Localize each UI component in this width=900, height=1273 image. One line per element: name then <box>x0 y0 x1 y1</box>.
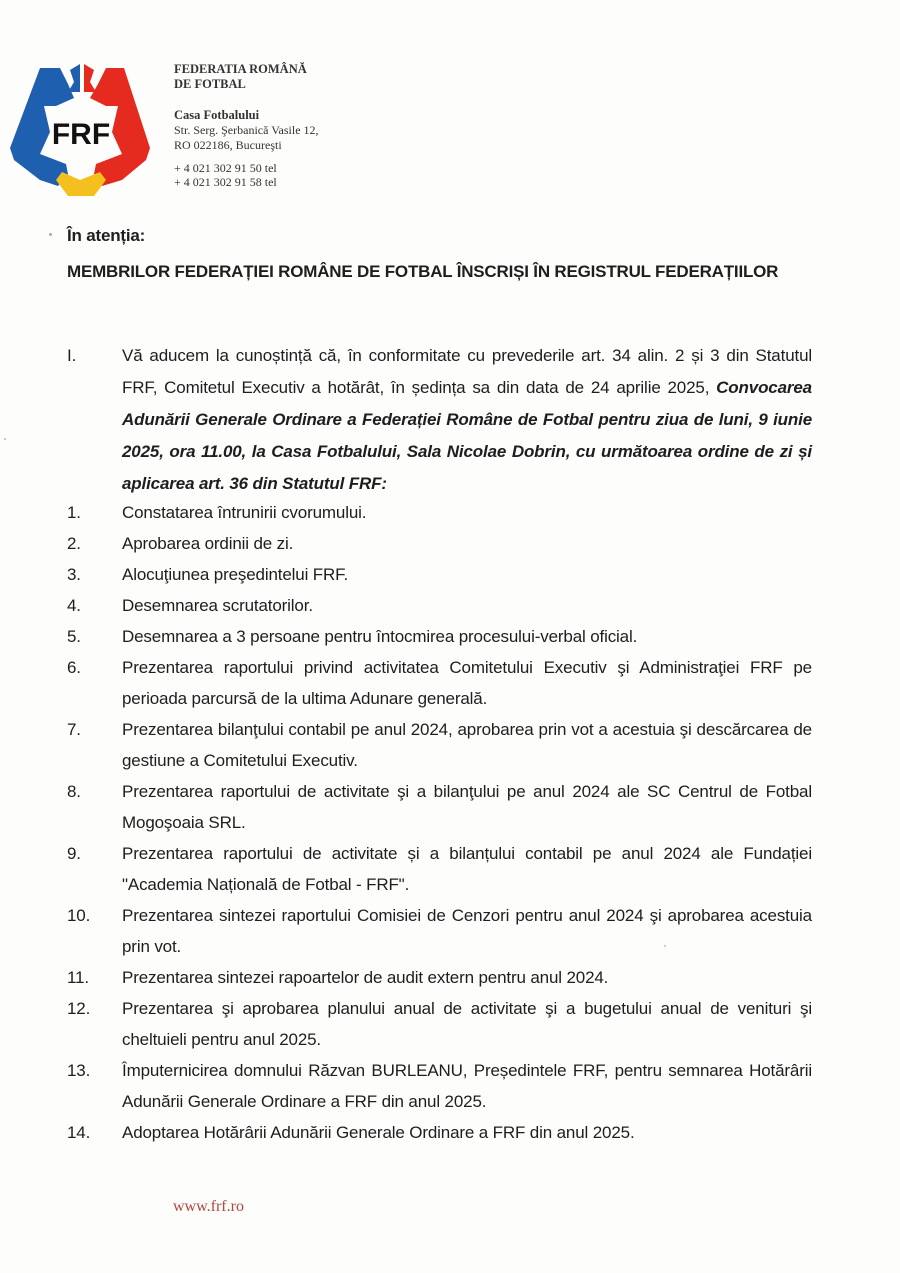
agenda-text: Constatarea întrunirii cvorumului. <box>122 503 367 522</box>
agenda-number: 12. <box>67 999 91 1018</box>
agenda-text: Prezentarea şi aprobarea planului anual de activitate şi a bugetului anual de venituri şi cheltuieli pentru anul 2025. <box>122 999 812 1049</box>
agenda-number: 10. <box>67 906 91 925</box>
logo-blue-notch <box>68 64 80 92</box>
agenda-list <box>67 497 812 1148</box>
agenda-number: 3. <box>67 565 81 584</box>
intro-emphasis: Convocarea Adunării Generale Ordinare a Federației Române de Fotbal pentru ziua de luni, 9 iunie 2025, ora 11.00, la Casa Fotbalului, Sala Nicolae Dobrin, cu următoarea ordine de zi și aplicarea art. 36 din Statutul FRF: <box>122 378 812 493</box>
agenda-item <box>67 652 812 714</box>
agenda-text: Alocuţiunea preşedintelui FRF. <box>122 565 349 584</box>
intro-paragraph <box>67 340 812 500</box>
agenda-item <box>67 528 812 559</box>
footer-website-link[interactable]: www.frf.ro <box>173 1198 244 1215</box>
org-name-line1: FEDERATIA ROMÂNĂ <box>174 62 307 76</box>
agenda-text: Prezentarea raportului de activitate și a bilanțului contabil pe anul 2024 ale Fundației "Academia Națională de Fotbal - FRF". <box>122 844 812 894</box>
agenda-number: 6. <box>67 658 81 677</box>
agenda-item <box>67 838 812 900</box>
recipients-heading: MEMBRILOR FEDERAȚIEI ROMÂNE DE FOTBAL ÎNSCRIȘI ÎN REGISTRUL FEDERAȚIILOR <box>67 262 779 281</box>
agenda-number: 4. <box>67 596 81 615</box>
logo-red-notch <box>84 64 96 92</box>
agenda-item <box>67 776 812 838</box>
agenda-number: 2. <box>67 534 81 553</box>
agenda-number: 8. <box>67 782 81 801</box>
agenda-text: Desemnarea scrutatorilor. <box>122 596 313 615</box>
letterhead <box>174 62 319 189</box>
building-name: Casa Fotbalului <box>174 108 260 122</box>
agenda-text: Împuternicirea domnului Răzvan BURLEANU, Președintele FRF, pentru semnarea Hotărârii Adunării Generale Ordinare a FRF din anul 2025. <box>122 1061 812 1111</box>
agenda-item <box>67 1117 812 1148</box>
org-name-line2: DE FOTBAL <box>174 77 246 91</box>
agenda-number: 14. <box>67 1123 91 1142</box>
logo-text: FRF <box>51 118 111 151</box>
agenda-item <box>67 962 812 993</box>
agenda-number: 11. <box>67 968 89 987</box>
frf-logo <box>10 62 152 198</box>
agenda-number: 1. <box>67 503 81 522</box>
agenda-item <box>67 590 812 621</box>
agenda-text: Prezentarea sintezei rapoartelor de audit extern pentru anul 2024. <box>122 968 609 987</box>
agenda-item <box>67 621 812 652</box>
agenda-text: Desemnarea a 3 persoane pentru întocmirea procesului-verbal oficial. <box>122 627 638 646</box>
phone-2: + 4 021 302 91 58 tel <box>174 175 277 189</box>
agenda-text: Prezentarea raportului privind activitatea Comitetului Executiv şi Administraţiei FRF pe perioada parcursă de la ultima Adunare generală. <box>122 658 812 708</box>
address-line2: RO 022186, Bucureşti <box>174 138 282 152</box>
agenda-text: Aprobarea ordinii de zi. <box>122 534 294 553</box>
logo-yellow-shape <box>56 172 106 196</box>
intro-text: Vă aducem la cunoștință că, în conformitate cu prevederile art. 34 alin. 2 și 3 din Statutul FRF, Comitetul Executiv a hotărât, în ședința sa din data de 24 aprilie 2025, <box>122 346 812 397</box>
agenda-item <box>67 900 812 962</box>
agenda-item <box>67 714 812 776</box>
address-line1: Str. Serg. Şerbanică Vasile 12, <box>174 123 319 137</box>
attention-label: În atenția: <box>67 226 146 245</box>
phone-1: + 4 021 302 91 50 tel <box>174 161 277 175</box>
agenda-item <box>67 993 812 1055</box>
scan-speck <box>4 438 6 440</box>
agenda-number: 13. <box>67 1061 91 1080</box>
agenda-item <box>67 1055 812 1117</box>
agenda-text: Prezentarea raportului de activitate şi a bilanţului pe anul 2024 ale SC Centrul de Fotbal Mogoşoaia SRL. <box>122 782 812 832</box>
agenda-number: 7. <box>67 720 81 739</box>
agenda-item <box>67 559 812 590</box>
agenda-item <box>67 497 812 528</box>
intro-body <box>122 340 812 500</box>
agenda-text: Adoptarea Hotărârii Adunării Generale Ordinare a FRF din anul 2025. <box>122 1123 635 1142</box>
scan-speck <box>664 945 666 947</box>
agenda-number: 9. <box>67 844 81 863</box>
agenda-text: Prezentarea sintezei raportului Comisiei de Cenzori pentru anul 2024 şi aprobarea acestuia prin vot. <box>122 906 812 956</box>
intro-numeral: I. <box>67 346 77 365</box>
scan-speck <box>49 233 52 236</box>
agenda-number: 5. <box>67 627 81 646</box>
agenda-text: Prezentarea bilanţului contabil pe anul 2024, aprobarea prin vot a acestuia şi descărcarea de gestiune a Comitetului Executiv. <box>122 720 812 770</box>
